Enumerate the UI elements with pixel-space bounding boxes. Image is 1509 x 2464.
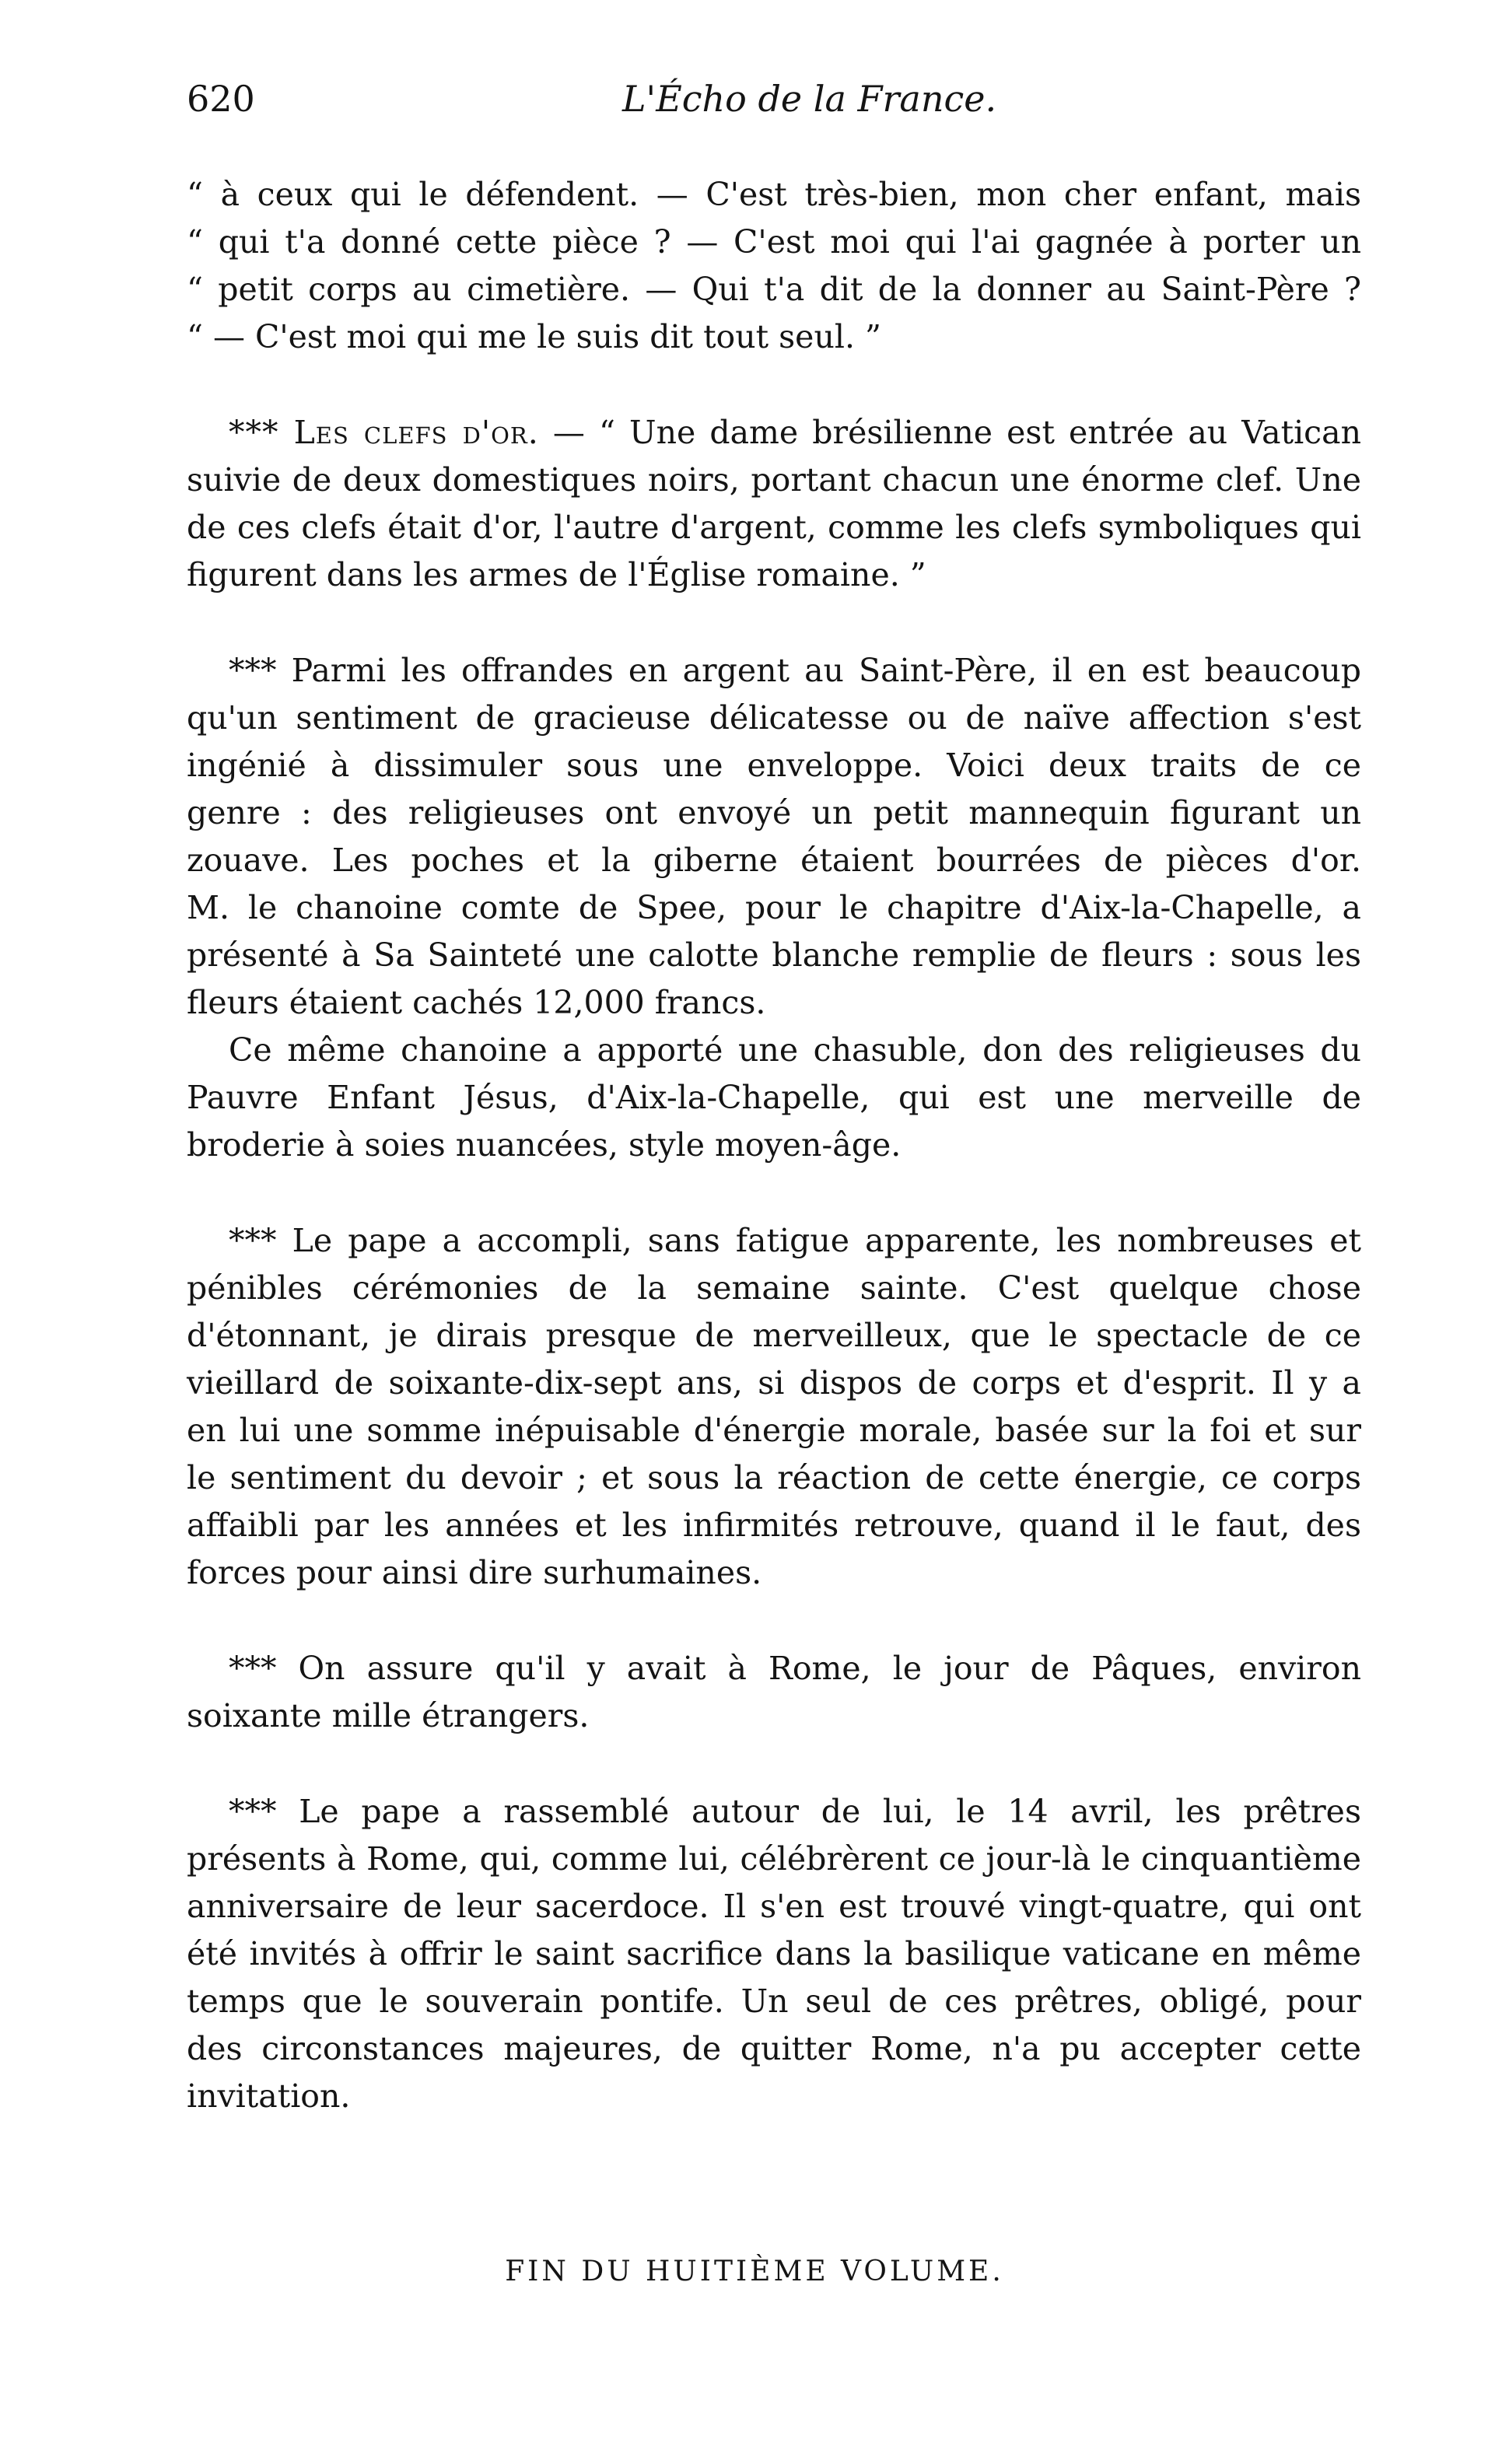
text-line: fleurs étaient cachés 12,000 francs. [187, 984, 766, 1021]
text-line: présents à Rome, qui, comme lui, célébrèrent ce jour-là le cinquantième [187, 1840, 1361, 1878]
text-line: *** Le pape a accompli, sans fatigue apparente, les nombreuses et [229, 1222, 1361, 1259]
text-line: Ce même chanoine a apporté une chasuble, don des religieuses du [229, 1031, 1361, 1069]
text-line: qu'un sentiment de gracieuse délicatesse ou de naïve affection s'est [187, 699, 1361, 737]
paragraph-2 [187, 409, 1361, 599]
paragraph-3 [187, 647, 1361, 1027]
text-line: temps que le souverain pontife. Un seul de ces prêtres, obligé, pour [187, 1983, 1361, 2020]
text-line: figurent dans les armes de l'Église romaine. ” [187, 556, 926, 593]
paragraph-6 [187, 1645, 1361, 1740]
text-line: des circonstances majeures, de quitter Rome, n'a pu accepter cette [187, 2030, 1361, 2067]
text-line [187, 409, 1361, 457]
end-of-volume-text: FIN DU HUITIÈME VOLUME. [505, 2256, 1004, 2287]
running-title: L'Écho de la France. [622, 78, 997, 120]
paragraph-7 [187, 1788, 1361, 2120]
text-line: soixante mille étrangers. [187, 1697, 590, 1734]
paragraph-5 [187, 1217, 1361, 1597]
text-line: zouave. Les poches et la giberne étaient bourrées de pièces d'or. [187, 842, 1361, 879]
text-line: d'étonnant, je dirais presque de merveilleux, que le spectacle de ce [187, 1317, 1361, 1354]
text-line: “ — C'est moi qui me le suis dit tout seul. ” [187, 318, 881, 355]
text-line: été invités à offrir le saint sacrifice dans la basilique vaticane en même [187, 1935, 1361, 1972]
text-line: *** Le pape a rassemblé autour de lui, le 14 avril, les prêtres [229, 1793, 1361, 1830]
text-line: “ petit corps au cimetière. — Qui t'a dit de la donner au Saint-Père ? [187, 271, 1361, 308]
text-line: broderie à soies nuancées, style moyen-âge. [187, 1126, 902, 1164]
text-line: le sentiment du devoir ; et sous la réaction de cette énergie, ce corps [187, 1459, 1361, 1496]
text-line: M. le chanoine comte de Spee, pour le chapitre d'Aix-la-Chapelle, a [187, 889, 1361, 926]
text-fragment: — “ Une dame brésilienne est entrée au Vatican [538, 414, 1361, 451]
text-line: forces pour ainsi dire surhumaines. [187, 1554, 762, 1591]
paragraph-4 [187, 1027, 1361, 1169]
page-body [187, 171, 1361, 2120]
text-line: “ qui t'a donné cette pièce ? — C'est moi qui l'ai gagnée à porter un [187, 223, 1361, 261]
text-line: “ à ceux qui le défendent. — C'est très-bien, mon cher enfant, mais [187, 176, 1361, 213]
text-line: *** Parmi les offrandes en argent au Saint-Père, il en est beaucoup [229, 652, 1361, 689]
paragraph-1 [187, 171, 1361, 361]
text-line: présenté à Sa Sainteté une calotte blanche remplie de fleurs : sous les [187, 936, 1361, 974]
section-lead: *** Les clefs d'or. [229, 414, 539, 451]
text-line: anniversaire de leur sacerdoce. Il s'en est trouvé vingt-quatre, qui ont [187, 1888, 1361, 1925]
page-header [187, 78, 1346, 140]
text-line: genre : des religieuses ont envoyé un petit mannequin figurant un [187, 794, 1361, 831]
text-line: ingénié à dissimuler sous une enveloppe. Voici deux traits de ce [187, 747, 1361, 784]
text-line: de ces clefs était d'or, l'autre d'argent, comme les clefs symboliques qui [187, 509, 1361, 546]
text-line: invitation. [187, 2077, 351, 2115]
text-line: affaibli par les années et les infirmités retrouve, quand il le faut, des [187, 1507, 1361, 1544]
text-line: Pauvre Enfant Jésus, d'Aix-la-Chapelle, qui est une merveille de [187, 1079, 1361, 1116]
text-line: pénibles cérémonies de la semaine sainte. C'est quelque chose [187, 1269, 1361, 1307]
text-line: en lui une somme inépuisable d'énergie morale, basée sur la foi et sur [187, 1412, 1361, 1449]
text-line: suivie de deux domestiques noirs, portant chacun une énorme clef. Une [187, 461, 1361, 499]
page-number: 620 [187, 78, 255, 120]
text-line: *** On assure qu'il y avait à Rome, le jour de Pâques, environ [229, 1650, 1361, 1687]
text-line: vieillard de soixante-dix-sept ans, si dispos de corps et d'esprit. Il y a [187, 1364, 1361, 1402]
